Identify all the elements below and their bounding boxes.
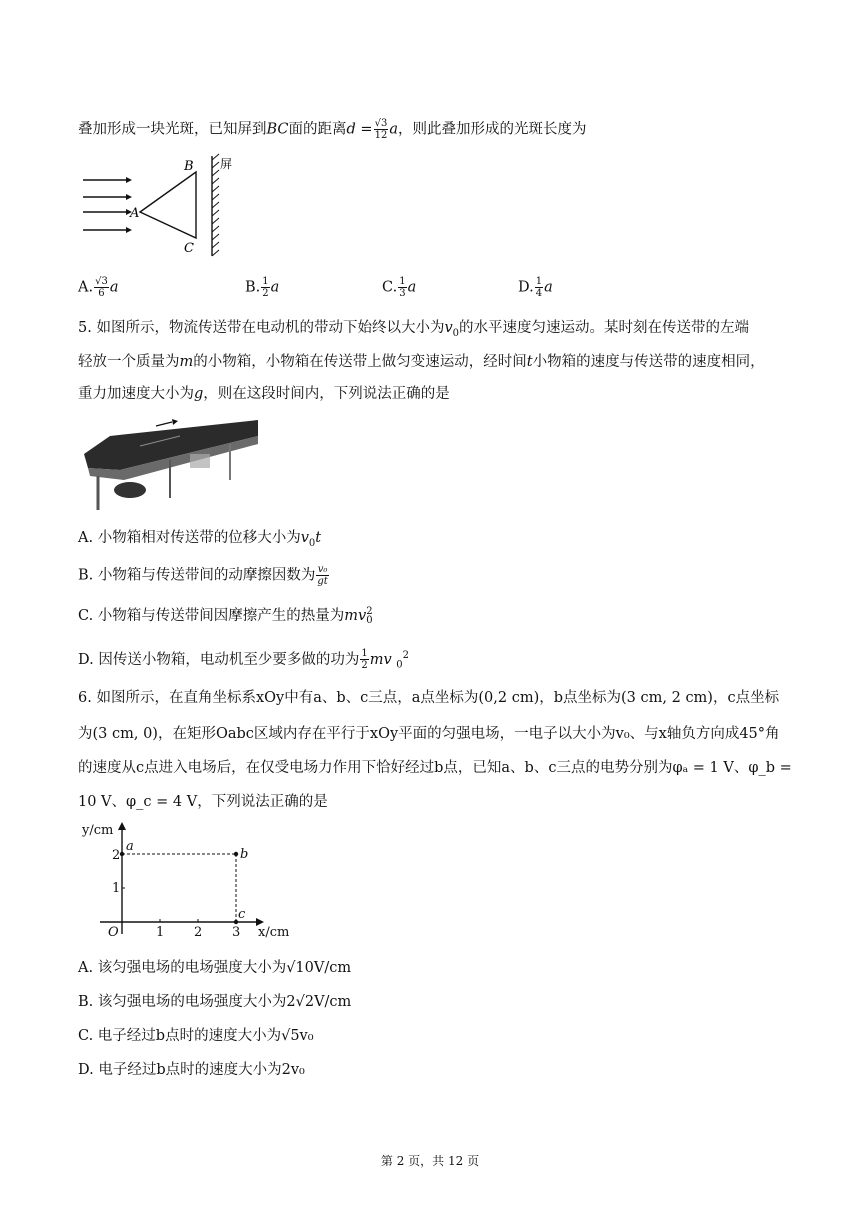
q5-option-d[interactable] [78,646,409,676]
y-axis-label: y/cm [82,823,114,838]
q5-optD-mv: mv [369,651,392,668]
x-axis-label: x/cm [258,925,290,940]
point-c-label: c [238,907,246,922]
q6-option-d[interactable]: D. 电子经过b点时的速度大小为2v₀ [78,1062,305,1078]
q4-option-b-letter: B. [245,279,261,296]
q4-stem-frac-num: √3 [374,118,388,129]
point-a [120,852,124,856]
q5-l2a: 轻放一个质量为 [78,354,180,370]
x-tick-1: 1 [156,925,165,940]
q4-option-a-den: 6 [98,288,105,299]
q4-option-d-frac [535,276,543,299]
x-tick-3: 3 [232,925,241,940]
q5-l2-m: m [179,354,194,370]
y-arrow [118,822,126,830]
q5-l1-sub: 0 [452,327,460,339]
q4-option-d-tail: a [544,279,553,296]
q4-option-c-frac [398,276,406,299]
q4-option-a-frac [94,276,109,299]
q4-option-a-letter: A. [78,279,94,296]
prism-figure [78,152,238,262]
q5-option-b[interactable] [78,564,330,587]
q4-option-d-num: 1 [535,276,543,287]
label-C: C [184,241,194,256]
q4-option-a-tail: a [109,279,119,296]
q6-stem-line1: 6. 如图所示，在直角坐标系xOy中有a、b、c三点，a点坐标为(0,2 cm)，b点坐标为(3 cm, 2 cm)，c点坐标 [78,690,780,706]
q4-option-b-tail: a [270,279,280,296]
y-tick-2: 2 [112,848,121,863]
q5-l2b: 的小物箱，小物箱在传送带上做匀变速运动，经时间 [193,354,527,370]
q5-stem-line2 [78,352,765,372]
q5-l1-v: v [444,320,453,336]
q4-option-c-den: 3 [399,288,406,299]
q5-optD-text: D. 因传送小物箱，电动机至少要多做的功为 [78,651,360,668]
point-b [234,852,238,856]
q4-option-b-num: 1 [262,276,269,287]
q4-option-b-frac [261,276,269,299]
q4-option-d-den: 4 [535,288,543,299]
q5-optC-text: C. 小物箱与传送带间因摩擦产生的热量为 [78,608,345,624]
q5-optA-sub: 0 [308,537,316,549]
q6-option-c[interactable]: C. 电子经过b点时的速度大小为√5v₀ [78,1028,314,1044]
q4-stem-frac-den: 12 [374,130,388,141]
q5-option-c[interactable] [78,606,373,626]
q5-optD-den: 2 [361,660,368,672]
page-footer: 第 2 页，共 12 页 [380,1154,480,1168]
coordinate-graph [80,818,300,946]
q4-stem [78,118,586,141]
conveyor-belt-photo [80,414,258,514]
q5-optD-sup: 2 [402,650,410,661]
y-tick-1: 1 [112,881,121,896]
x-tick-2: 2 [194,925,203,940]
q5-optC-mv: mv [344,608,367,624]
q5-option-a[interactable] [78,528,321,554]
q6-stem-line2: 为(3 cm, 0)，在矩形Oabc区域内存在平行于xOy平面的匀强电场，一电子以大小为v₀、与x轴负方向成45°角 [78,726,780,742]
q4-option-b-den: 2 [262,288,269,299]
point-a-label: a [126,839,134,854]
label-A: A [130,206,140,221]
origin-label: O [108,925,119,940]
q5-l3b: ，则在这段时间内，下列说法正确的是 [203,386,450,402]
q5-optD-sub: 0 [396,659,403,671]
q4-option-c-tail: a [407,279,417,296]
prism-triangle [140,172,196,238]
q5-stem-line1 [78,318,749,344]
q5-optA-text: A. 小物箱相对传送带的位移大小为 [78,530,301,546]
motor [114,482,146,498]
q5-l3a: 重力加速度大小为 [78,386,194,402]
q5-optB-text: B. 小物箱与传送带间的动摩擦因数为 [78,567,316,584]
q4-stem-text3: ，则此叠加形成的光斑长度为 [397,121,587,138]
q4-option-c-num: 1 [399,276,406,287]
q6-stem-line4: 10 V、φ_c = 4 V，下列说法正确的是 [78,794,328,810]
q5-stem-line3 [78,384,450,404]
q4-stem-text: 叠加形成一块光斑，已知屏到 [78,121,267,138]
q4-option-b[interactable] [245,276,279,299]
q4-stem-text2: 面的距离 [288,121,347,138]
q5-l1b: 的水平速度匀速运动。某时刻在传送带的左端 [459,320,750,336]
q6-stem-line3: 的速度从c点进入电场后，在仅受电场力作用下恰好经过b点，已知a、b、c三点的电势分别为φₐ = 1 V、φ_b = [78,760,792,776]
point-b-label: b [240,847,249,862]
q4-option-c-letter: C. [382,279,398,296]
q5-l3-g: g [194,386,204,402]
q4-stem-a: a [389,121,398,138]
q4-option-d[interactable] [518,276,553,299]
q5-optB-den: gt [317,576,328,587]
label-screen: 屏 [220,157,233,171]
q6-option-a[interactable]: A. 该匀强电场的电场强度大小为√10V/cm [78,960,352,976]
q5-l2c: 小物箱的速度与传送带的速度相同， [532,354,765,370]
q5-l2-t: t [526,354,533,370]
q5-optB-frac [316,564,328,587]
q5-optD-num: 1 [361,648,368,660]
q5-optC-sup: 2 [366,606,373,617]
q5-l1a: 5. 如图所示，物流传送带在电动机的带动下始终以大小为 [78,320,445,336]
q6-option-b[interactable]: B. 该匀强电场的电场强度大小为2√2V/cm [78,994,352,1010]
q4-option-a[interactable] [78,276,118,299]
q4-stem-bc: BC [266,121,289,138]
q5-optC-sub: 0 [366,615,373,626]
q5-optA-v: v [300,530,309,546]
q4-stem-fraction [374,118,389,141]
q5-optD-frac [360,648,368,671]
q5-optA-t: t [315,530,322,546]
q4-stem-d: d = [346,121,373,138]
q5-optC-supsub [366,607,372,625]
label-B: B [184,159,194,174]
q4-option-c[interactable] [382,276,416,299]
q4-option-a-num: √3 [95,276,108,287]
q5-optB-num: v₀ [317,564,328,575]
q4-option-d-letter: D. [518,279,534,296]
